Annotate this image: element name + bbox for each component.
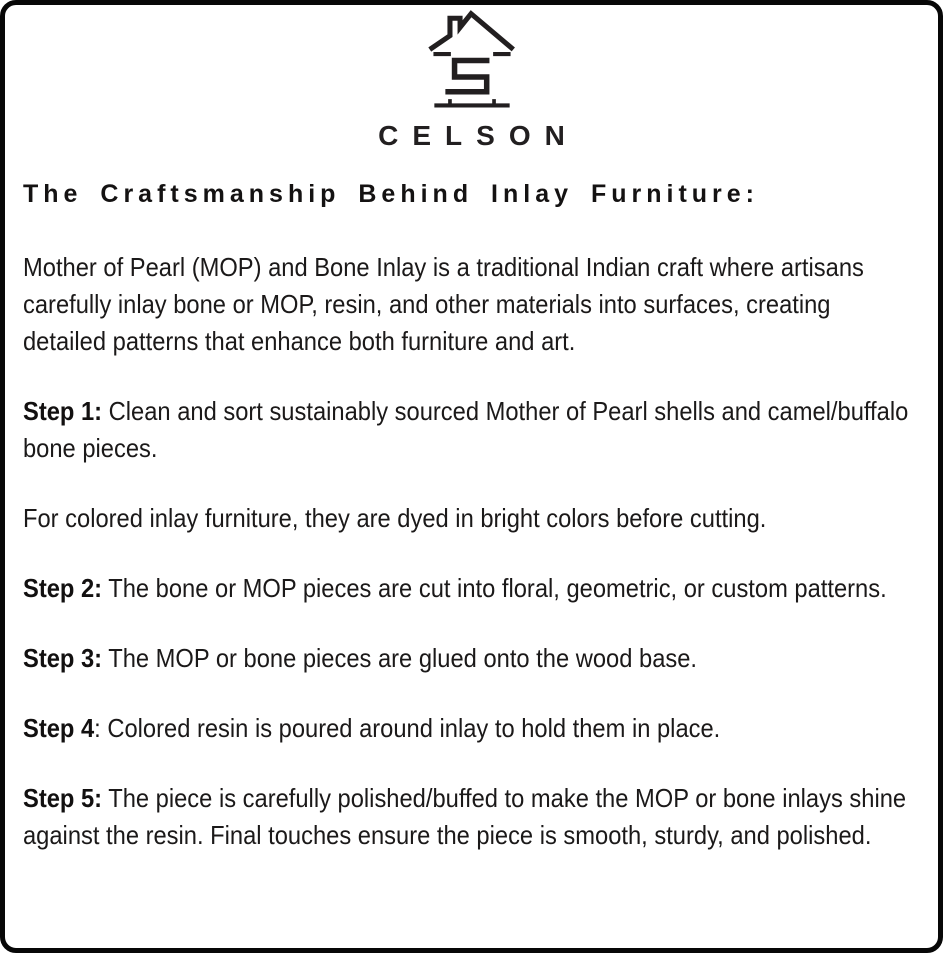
step-5-paragraph — [23, 780, 912, 854]
step-1-text: Clean and sort sustainably sourced Mother of Pearl shells and camel/buffalo bone pieces. — [23, 396, 909, 463]
brand-name: CELSON — [378, 120, 579, 151]
step-3-text: The MOP or bone pieces are glued onto the wood base. — [102, 643, 698, 673]
page-title: The Craftsmanship Behind Inlay Furniture: — [23, 180, 759, 208]
body-content — [5, 249, 938, 854]
house-with-s-monogram-icon — [426, 10, 518, 111]
step-5-label: Step 5: — [23, 783, 103, 813]
step-3-label: Step 3: — [23, 643, 103, 673]
step-4-paragraph — [23, 710, 912, 747]
step-3-paragraph — [23, 640, 912, 677]
paragraph-text: Mother of Pearl (MOP) and Bone Inlay is a traditional Indian craft where artisans carefully inlay bone or MOP, resin, and other materials into surfaces, creating detailed patterns that enhance both furniture and art. — [23, 252, 864, 356]
step-2-text: The bone or MOP pieces are cut into floral, geometric, or custom patterns. — [102, 573, 887, 603]
colored-inlay-paragraph — [23, 500, 912, 537]
logo-block — [5, 10, 938, 111]
step-4-label: Step 4 — [23, 713, 95, 743]
step-4-text: : Colored resin is poured around inlay to hold them in place. — [94, 713, 721, 743]
step-2-label: Step 2: — [23, 573, 103, 603]
paragraph-text: For colored inlay furniture, they are dyed in bright colors before cutting. — [23, 503, 767, 533]
step-2-paragraph — [23, 570, 912, 607]
step-1-label: Step 1: — [23, 396, 103, 426]
step-1-paragraph — [23, 393, 912, 467]
step-5-text: The piece is carefully polished/buffed to make the MOP or bone inlays shine against the resin. Final touches ensure the piece is smooth, sturdy, and polished. — [23, 783, 907, 850]
intro-paragraph — [23, 249, 912, 360]
